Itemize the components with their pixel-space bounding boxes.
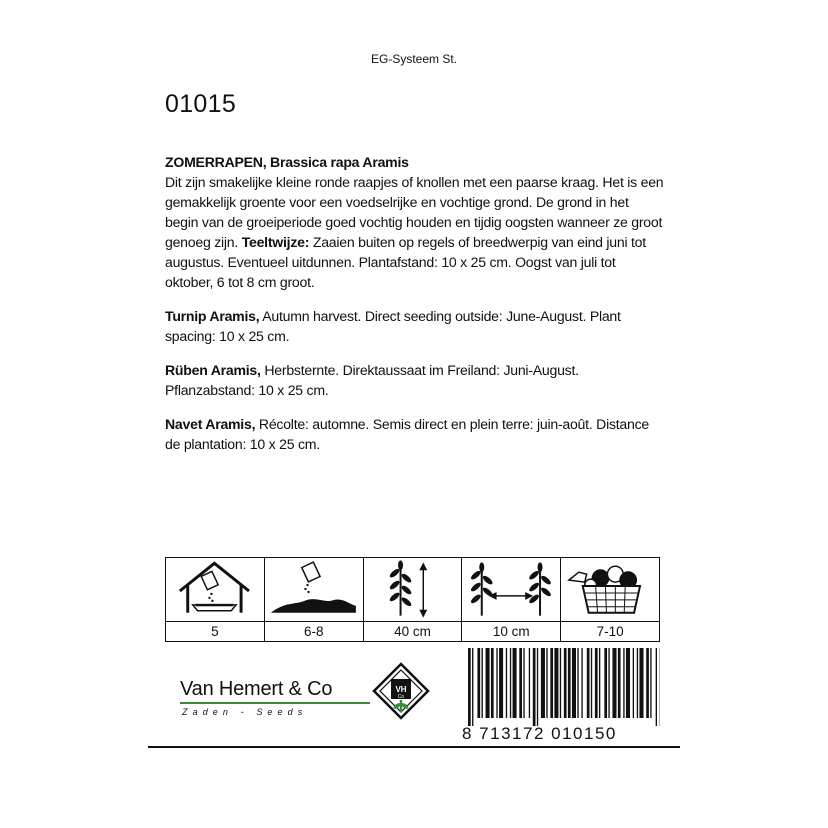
barcode-bar	[533, 648, 536, 726]
outdoor-sowing-icon	[265, 558, 363, 622]
barcode-number: 8 713172 010150	[462, 724, 617, 743]
barcode-bar	[604, 648, 607, 718]
harvest-basket-icon	[561, 558, 659, 622]
icon-label-spacing: 10 cm	[492, 624, 530, 639]
cultivation-icons-table	[165, 557, 660, 642]
svg-text:Co: Co	[397, 694, 405, 700]
barcode-bar	[546, 648, 547, 718]
icon-label-height: 40 cm	[394, 624, 431, 639]
barcode-bar	[537, 648, 538, 726]
dutch-title: ZOMERRAPEN, Brassica rapa Aramis	[165, 154, 409, 170]
french-name: Navet Aramis,	[165, 416, 256, 432]
barcode-bar	[499, 648, 503, 718]
barcode-bar	[472, 648, 473, 726]
english-name: Turnip Aramis,	[165, 308, 260, 324]
icon-label-harvest: 7-10	[596, 624, 624, 639]
barcode-bar	[587, 648, 590, 718]
barcode-bar	[626, 648, 630, 718]
dutch-description	[165, 152, 665, 292]
german-description	[165, 360, 665, 400]
brand-underline	[180, 702, 370, 704]
barcode-bar	[486, 648, 490, 718]
barcode-bar	[581, 648, 582, 718]
barcode-bar	[468, 648, 471, 726]
barcode-bar	[568, 648, 571, 718]
greenhouse-sowing-icon	[166, 558, 264, 622]
certification-label: EG-Systeem St.	[370, 52, 458, 66]
german-text: Herbsternte. Direktaussaat im Freiland: Juni-August. Pflanzabstand: 10 x 25 cm.	[165, 362, 579, 398]
barcode-bar	[564, 648, 567, 718]
barcode	[468, 648, 660, 726]
barcode-bar	[639, 648, 643, 718]
icon-cell-sowing-outdoor	[264, 558, 363, 641]
barcode-bar	[523, 648, 524, 718]
barcode-bar	[529, 648, 530, 718]
icon-cell-spacing	[461, 558, 560, 641]
barcode-bar	[618, 648, 621, 718]
barcode-bar	[506, 648, 507, 718]
cultivation-text: Zaaien buiten op regels of breedwerpig van eind juni tot augustus. Eventueel uitdunnen. Plantafstand: 10 x 25 cm. Oogst van juli tot oktober, 6 tot 8 cm groot.	[165, 234, 646, 290]
barcode-bar	[572, 648, 576, 718]
barcode-bar	[650, 648, 651, 718]
barcode-bar	[591, 648, 592, 718]
bottom-rule	[148, 746, 680, 748]
barcode-bar	[491, 648, 494, 718]
icon-label-sowing-indoor: 5	[211, 624, 219, 639]
plant-spacing-icon	[462, 558, 560, 622]
french-description	[165, 414, 665, 454]
barcode-bar	[477, 648, 480, 718]
barcode-bar	[637, 648, 638, 718]
german-name: Rüben Aramis,	[165, 362, 261, 378]
description-block	[165, 152, 665, 468]
barcode-bar	[560, 648, 561, 718]
barcode-bar	[550, 648, 553, 718]
barcode-bar	[633, 648, 634, 718]
barcode-bar	[623, 648, 624, 718]
brand-tagline: Zaden - Seeds	[182, 707, 308, 717]
svg-text:VH: VH	[395, 685, 407, 694]
barcode-bar	[577, 648, 578, 718]
plant-height-icon	[364, 558, 462, 622]
barcode-bar	[646, 648, 649, 718]
barcode-bar	[612, 648, 616, 718]
icon-label-sowing-outdoor: 6-8	[303, 624, 324, 639]
english-text: Autumn harvest. Direct seeding outside: June-August. Plant spacing: 10 x 25 cm.	[165, 308, 621, 344]
barcode-bar	[496, 648, 497, 718]
icon-cell-sowing-indoor	[166, 558, 264, 641]
english-description	[165, 306, 665, 346]
barcode-bar	[513, 648, 517, 718]
barcode-bar	[595, 648, 598, 718]
french-text: Récolte: automne. Semis direct en plein terre: juin-août. Distance de plantation: 10 x 25 cm.	[165, 416, 649, 452]
icon-cell-harvest	[560, 558, 659, 641]
cultivation-label: Teeltwijze:	[241, 234, 310, 250]
barcode-bar	[541, 648, 545, 718]
product-code: 01015	[165, 90, 237, 118]
barcode-bar	[608, 648, 609, 718]
barcode-bar	[510, 648, 511, 718]
brand-name: Van Hemert & Co	[180, 678, 333, 700]
dutch-body: Dit zijn smakelijke kleine ronde raapjes of knollen met een paarse kraag. Het is een gemakkelijk groente voor een voedselrijke en vochtige grond. De grond in het begin van de groeiperiode goed vochtig houden en tijdig oogsten wanneer ze groot genoeg zijn.	[165, 174, 664, 250]
barcode-bar	[599, 648, 600, 718]
barcode-bar	[554, 648, 558, 718]
barcode-bar	[482, 648, 483, 718]
barcode-bar	[656, 648, 657, 726]
brand-logo-icon	[372, 662, 430, 720]
barcode-bar	[519, 648, 522, 718]
icon-cell-height	[363, 558, 462, 641]
